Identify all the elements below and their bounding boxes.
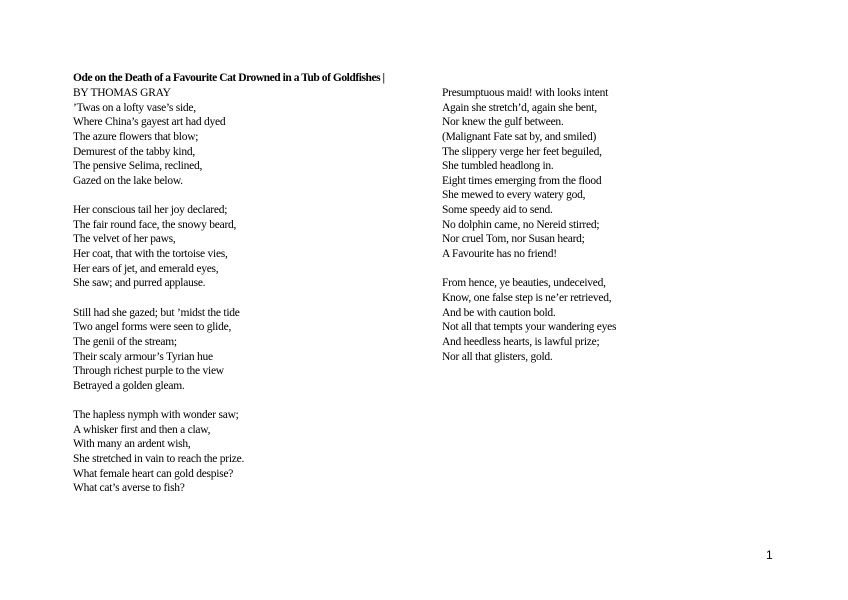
- poem-line: A Favourite has no friend!: [442, 248, 557, 261]
- poem-line: She mewed to every watery god,: [442, 189, 586, 202]
- stanza-gap: [442, 262, 616, 277]
- poem-line: Nor all that glisters, gold.: [442, 350, 553, 363]
- poem-line: Not all that tempts your wandering eyes: [442, 321, 617, 334]
- poem-line: Nor knew the gulf between.: [442, 116, 564, 129]
- poem-line: ’Twas on a lofty vase’s side,: [73, 101, 196, 114]
- stanza-gap: [73, 188, 244, 203]
- poem-line: Betrayed a golden gleam.: [73, 379, 185, 392]
- poem-line: Through richest purple to the view: [73, 365, 224, 378]
- poem-line: What female heart can gold despise?: [73, 467, 234, 480]
- poem-line: She saw; and purred applause.: [73, 277, 206, 290]
- poem-line: The slippery verge her feet beguiled,: [442, 145, 602, 158]
- poem-line: Her ears of jet, and emerald eyes,: [73, 262, 219, 275]
- stanza-gap: [73, 393, 244, 408]
- poem-line: Gazed on the lake below.: [73, 174, 183, 187]
- poem-line: Their scaly armour’s Tyrian hue: [73, 350, 213, 363]
- left-stanzas: [73, 101, 244, 496]
- poem-line: She tumbled headlong in.: [442, 160, 554, 173]
- poem-line: The fair round face, the snowy beard,: [73, 218, 237, 231]
- poem-line: Some speedy aid to send.: [442, 204, 553, 217]
- page-number: 1: [766, 548, 773, 562]
- poem-line: Nor cruel Tom, nor Susan heard;: [442, 233, 585, 246]
- poem-title: Ode on the Death of a Favourite Cat Drowned in a Tub of Goldfishes |: [73, 72, 385, 84]
- poem-line: Her conscious tail her joy declared;: [73, 204, 228, 217]
- poem-line: Still had she gazed; but ’midst the tide: [73, 306, 240, 319]
- poem-author: BY THOMAS GRAY: [73, 87, 171, 99]
- poem-line: Know, one false step is ne’er retrieved,: [442, 291, 612, 304]
- poem-line: Presumptuous maid! with looks intent: [442, 87, 609, 99]
- poem-line: She stretched in vain to reach the prize.: [73, 453, 245, 466]
- poem-line: (Malignant Fate sat by, and smiled): [442, 130, 597, 143]
- poem-line: What cat’s averse to fish?: [73, 482, 185, 495]
- poem-line: And be with caution bold.: [442, 306, 556, 319]
- poem-line: The azure flowers that blow;: [73, 130, 199, 143]
- poem-line: The velvet of her paws,: [73, 233, 176, 246]
- poem-line: Demurest of the tabby kind,: [73, 145, 195, 158]
- poem-line: With many an ardent wish,: [73, 438, 191, 451]
- poem-line: Again she stretch’d, again she bent,: [442, 101, 597, 114]
- poem-line: Eight times emerging from the flood: [442, 174, 602, 187]
- poem-line: The pensive Selima, reclined,: [73, 160, 203, 173]
- poem-line: Two angel forms were seen to glide,: [73, 321, 232, 334]
- left-column: [73, 86, 244, 496]
- stanza-gap: [73, 291, 244, 306]
- poem-line: And heedless hearts, is lawful prize;: [442, 335, 600, 348]
- poem-line: No dolphin came, no Nereid stirred;: [442, 218, 600, 231]
- poem-line: A whisker first and then a claw,: [73, 423, 211, 436]
- poem-line: The hapless nymph with wonder saw;: [73, 409, 239, 422]
- poem-line: Her coat, that with the tortoise vies,: [73, 248, 228, 261]
- poem-line: Where China’s gayest art had dyed: [73, 116, 226, 129]
- poem-line: The genii of the stream;: [73, 335, 177, 348]
- poem-line: From hence, ye beauties, undeceived,: [442, 277, 606, 290]
- right-column: [442, 86, 616, 364]
